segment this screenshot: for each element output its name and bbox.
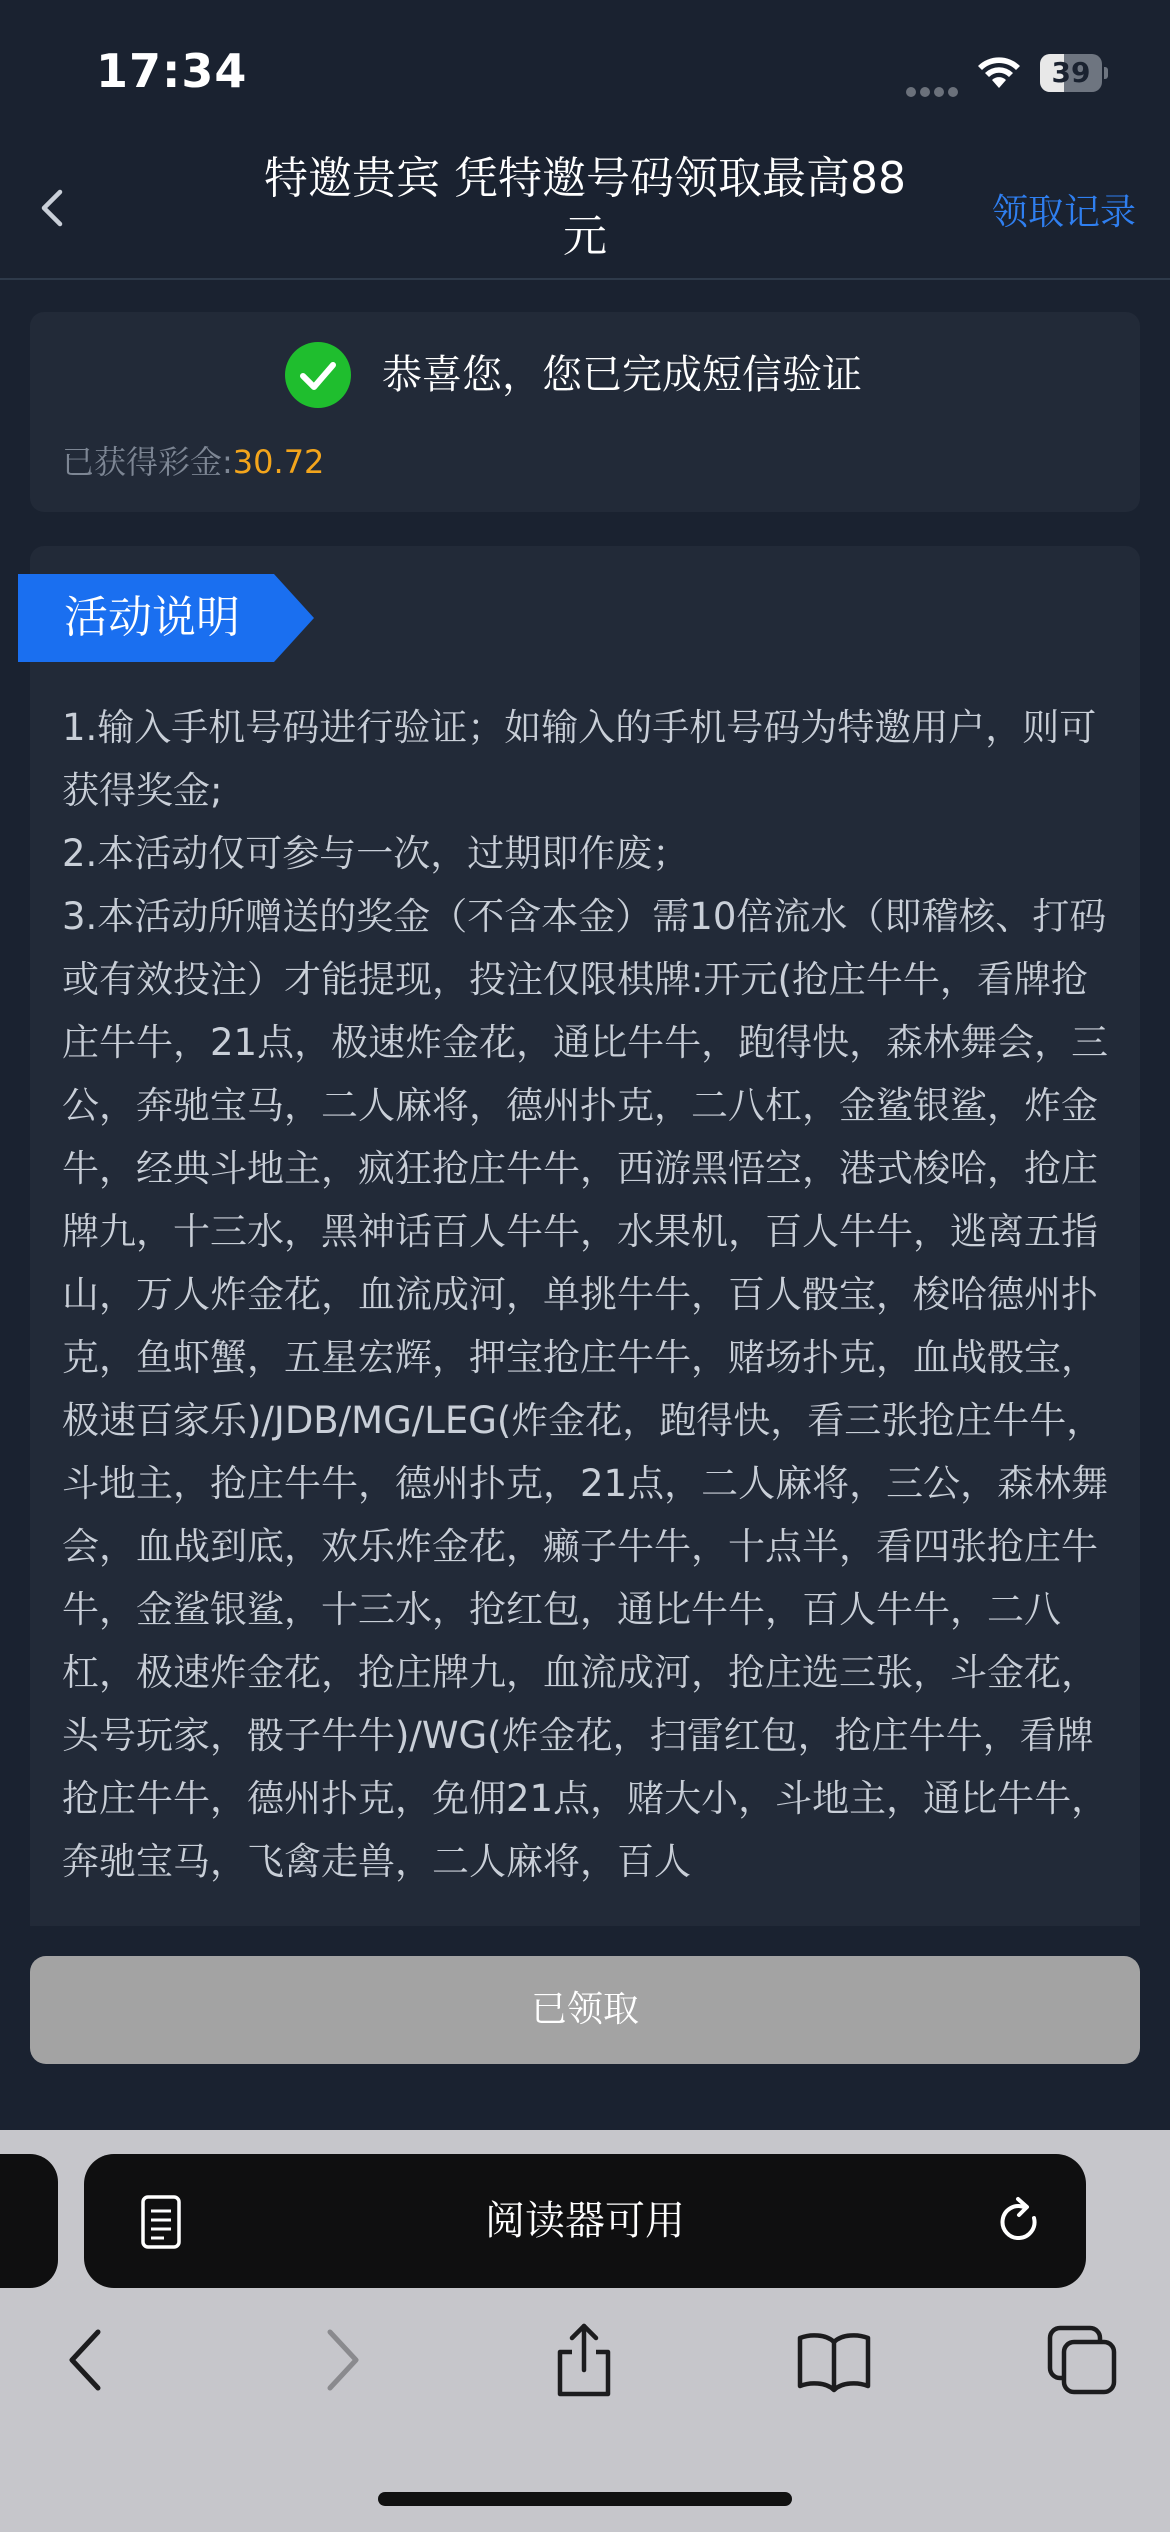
battery-icon (1040, 54, 1108, 92)
tabs-icon[interactable] (1044, 2322, 1120, 2398)
share-icon[interactable] (546, 2322, 622, 2398)
activity-banner-title: 活动说明 (64, 592, 240, 643)
back-arrow-icon[interactable] (50, 2322, 126, 2398)
bonus-label: 已获得彩金: (62, 443, 233, 481)
previous-tab-peek[interactable] (0, 2154, 58, 2288)
bonus-row (62, 440, 324, 484)
bonus-value: 30.72 (232, 443, 325, 481)
bookmarks-icon[interactable] (796, 2322, 872, 2398)
status-time: 17:34 (96, 44, 248, 98)
action-bar (0, 1926, 1170, 2130)
verify-message: 恭喜您，您已完成短信验证 (382, 352, 862, 398)
back-button[interactable] (26, 178, 78, 238)
activity-description: 1.输入手机号码进行验证；如输入的手机号码为特邀用户，则可获得奖金; 2.本活动仅可参与一次，过期即作废； 3.本活动所赠送的奖金（不含本金）需10倍流水（即稽核、打码或有效投注）才能提现，投注仅限棋牌:开元(抢庄牛牛，看牌抢庄牛牛，21点，极速炸金花，通比牛牛，跑得快，森林舞会，三公，奔驰宝马，二人麻将，德州扑克，二八杠，金鲨银鲨，炸金牛，经典斗地主，疯狂抢庄牛牛，西游黑悟空，港式梭哈，抢庄牌九，十三水，黑神话百人牛牛，水果机，百人牛牛，逃离五指山，万人炸金花，血流成河，单挑牛牛，百人骰宝，梭哈德州扑克，鱼虾蟹，五星宏辉，押宝抢庄牛牛，赌场扑克，血战骰宝，极速百家乐)/JDB/MG/LEG(炸金花，跑得快，看三张抢庄牛牛，斗地主，抢庄牛牛，德州扑克，21点，二人麻将，三公，森林舞会，血战到底，欢乐炸金花，癞子牛牛，十点半，看四张抢庄牛牛，金鲨银鲨，十三水，抢红包，通比牛牛，百人牛牛，二八杠，极速炸金花，抢庄牌九，血流成河，抢庄选三张，斗金花，头号玩家，骰子牛牛)/WG(炸金花，扫雷红包，抢庄牛牛，看牌抢庄牛牛，德州扑克，免佣21点，赌大小，斗地主，通比牛牛，奔驰宝马，飞禽走兽，二人麻将，百人 (62, 706, 1109, 1883)
address-bar[interactable] (84, 2154, 1086, 2288)
wifi-icon (975, 52, 1023, 90)
forward-arrow-icon[interactable] (302, 2322, 378, 2398)
activity-card (30, 546, 1140, 1946)
reload-icon[interactable] (994, 2196, 1046, 2248)
page-title: 特邀贵宾 凭特邀号码领取最高88元 (264, 153, 906, 262)
check-circle-icon (285, 342, 351, 408)
cellular-signal-icon (906, 82, 962, 92)
claim-record-link[interactable]: 领取记录 (991, 192, 1136, 233)
status-bar (0, 0, 1170, 140)
claimed-button[interactable]: 已领取 (30, 1956, 1140, 2064)
nav-bar (0, 140, 1170, 280)
home-indicator[interactable] (378, 2492, 792, 2506)
battery-level: 39 (1051, 56, 1091, 89)
activity-banner (18, 574, 314, 662)
safari-toolbar (0, 2130, 1170, 2532)
verify-card (30, 312, 1140, 512)
reader-available-text: 阅读器可用 (485, 2198, 685, 2244)
